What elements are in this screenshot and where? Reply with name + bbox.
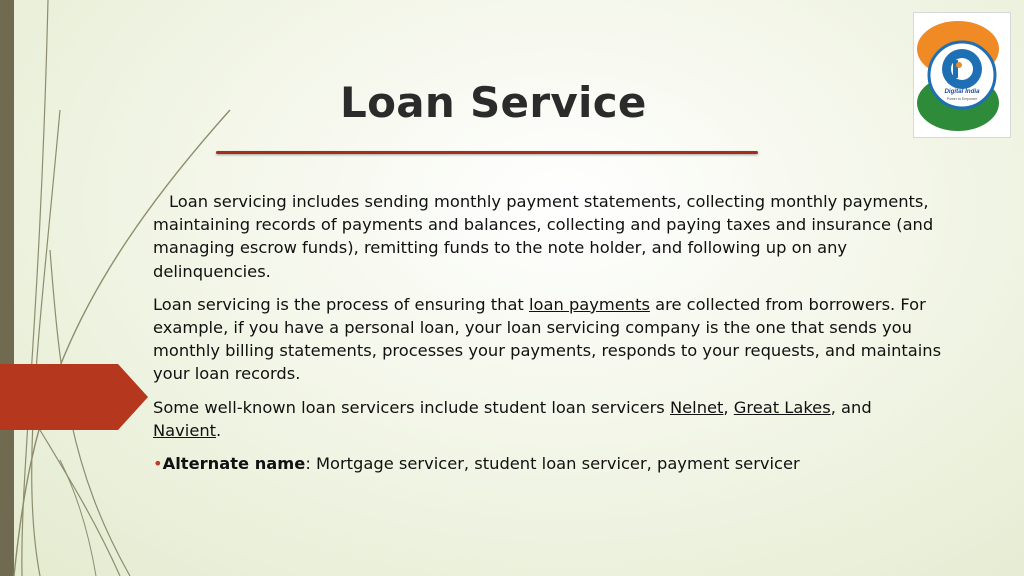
red-arrow-tab (0, 364, 148, 430)
loan-payments-link[interactable]: loan payments (528, 294, 650, 314)
navient-link[interactable]: Navient (153, 420, 217, 440)
nelnet-link[interactable]: Nelnet (669, 397, 724, 417)
title-underline (216, 151, 758, 154)
slide-body (153, 190, 943, 485)
bullet-icon: • (153, 454, 163, 474)
paragraph-servicers (153, 396, 943, 442)
logo-wordmark: Digital India (944, 88, 980, 95)
logo-box (913, 12, 1011, 138)
alternate-name-label: Alternate name (162, 454, 306, 474)
paragraph-process (153, 293, 943, 386)
slide-title: Loan Service (340, 78, 647, 127)
paragraph-alternate-name (153, 452, 943, 475)
paragraph-process-text-start: Loan servicing is the process of ensuring that (153, 294, 529, 314)
paragraph-definition (153, 190, 943, 283)
sentence-end: . (216, 420, 222, 440)
logo-tagline: Power to Empower (946, 97, 978, 101)
digital-india-logo-icon (914, 13, 1010, 137)
paragraph-servicers-text: Some well-known loan servicers include student loan servicers (153, 397, 670, 417)
separator-and: , and (830, 397, 872, 417)
paragraph-definition-text: Loan servicing includes sending monthly payment statements, collecting monthly payments, maintaining records of payments and balances, collecting and paying taxes and insurance (and managing escrow funds), remitting funds to the note holder, and following up on any delinquencies. (153, 192, 934, 281)
alternate-name-value: : Mortgage servicer, student loan servicer, payment servicer (305, 454, 800, 474)
paragraph-process-text-end: are collected from borrowers. For example, if you have a personal loan, your loan servicing company is the one that sends you monthly billing statements, processes your payments, responds to your requests, and maintains your loan records. (153, 294, 942, 384)
great-lakes-link[interactable]: Great Lakes (733, 397, 831, 417)
separator-comma: , (723, 397, 734, 417)
